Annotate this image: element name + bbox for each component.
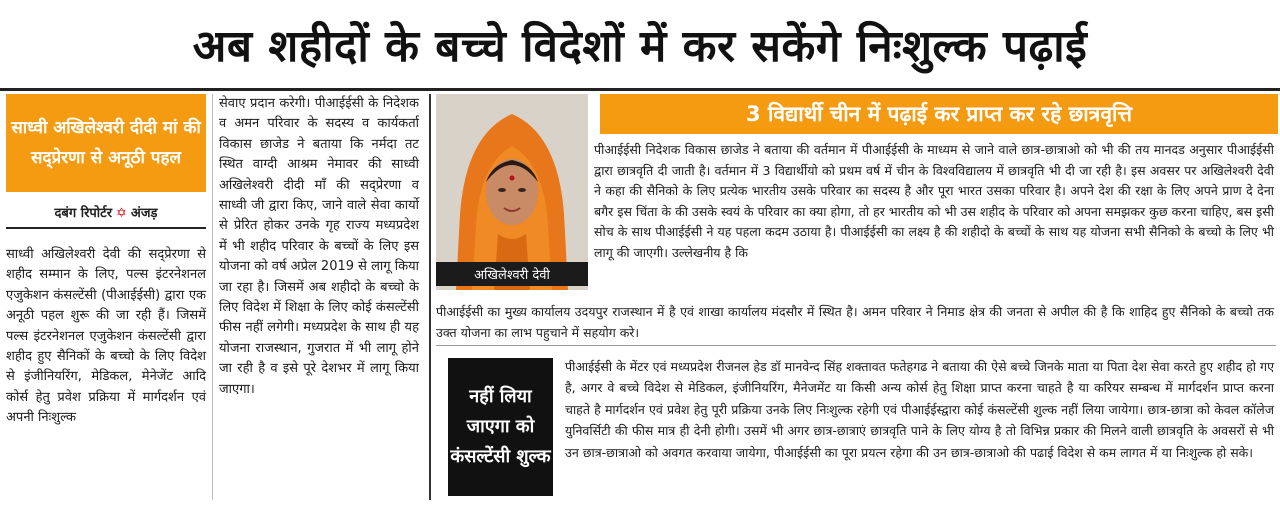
story-1-text: पीआईईसी निदेशक विकास छाजेड ने बताया की वर्तमान में पीआईईसी के माध्यम से जाने वाले छात्र-छात्राओ को भी की तय मानदड अनुसार पीआईईसी द्वारा छात्रवृति दी जाती है। वर्तमान में 3 विद्यार्थीयो को प्रथम वर्ष में चीन के विश्वविद्यालय में छात्रवृति भी दी जा रही है। इस अवसर पर अखिलेश्वरी देवी ने कहा की सैनिको के लिए प्रत्येक भारतीय उसके परिवार का सदस्य है और पूरा भारत उसका परिवार है। अपने देश की रक्षा के लिए अपने प्राण दे देना बगैर इस चिंता के की उसके स्वयं के परिवार का क्या होगा, तो हर भारतीय को भी उस शहीद के परिवार को अपना समझकर कुछ करना चाहिए, बस इसी सोच के साथ पीआईईसी ने यह पहला कदम उठाया है। पीआईईसी का लक्ष्य है की शहीदो के बच्चों के साथ यह योजना सभी सैनिको के बच्चो के लिए भी लागू की जाएगी। उल्लेखनीय है कि [594, 142, 1274, 260]
column-divider [212, 94, 213, 500]
story-2-text: पीआईईसी के मेंटर एवं मध्यप्रदेश रीजनल हेड डॉ मानवेन्द सिंह शक्तावत फतेहगढ ने बताया की ऐसे बच्चे जिनके माता या पिता देश सेवा करते हुए शहीद हो गए है, अगर वे बच्चे विदेश से मेडिकल, इंजीनियरिंग, मैनेजमेंट या किसी अन्य कोर्स हेतु शिक्षा प्राप्त करना चाहते है या करियर सम्बन्ध में मार्गदर्शन प्राप्त करना चाहते है मार्गदर्शन एवं प्रवेश हेतु पूरी प्रक्रिया उनके लिए निःशुल्क रहेगी एवं पीआईईस्द्वारा कोई कंसल्टेंसी शुल्क नहीं लिया जायेगा। छात्र-छात्रा को केवल कॉलेज युनिवर्सिटी की फीस मात्र ही देनी होगी। उसमें भी अगर छात्र-छात्राएं छात्रवृति पाने के लिए योग्य है तो विभिन्न प्रकार की मिलने वाली छात्रवृति के अवसरों से भी उन छात्र-छात्राओ को अवगत करवाया जायेगा, पीआईईसी का पूरा प्रयत्न रहेगा की उन छात्र-छात्राओ की पढाई विदेश से कम लागत में या निःशुल्क हो सके। [565, 359, 1274, 460]
portrait-photo [436, 94, 588, 290]
headline-rule [0, 88, 1280, 91]
byline [6, 203, 206, 229]
subheading-box [600, 94, 1278, 134]
byline-place: अंजड़ [130, 206, 158, 221]
story-1-text-continued: पीआईईसी का मुख्य कार्यालय उदयपुर राजस्थान में है एवं शाखा कार्यालय मंदसौर में स्थित है। अमन परिवार ने निमाड क्षेत्र की जनता से अपील की है कि शाहिद हुए सैनिको के बच्चो तक उक्त योजना का लाभ पहुचाने में सहयोग करे। [436, 304, 1274, 340]
kicker-text: साध्वी अखिलेश्वरी दीदी मां की सद्प्रेरणा से अनूठी पहल [11, 118, 201, 168]
column-1-text: साध्वी अखिलेश्वरी देवी की सद्प्रेरणा से शहीद सम्मान के लिए, पल्स इंटरनेशनल एजुकेशन कंसल्टेंसी (पीआईईसी) द्वारा एक अनूठी पहल शुरू की जा रही हैं। जिसमें पल्स इंटरनेशनल एजुकेशन कंसल्टेंसी द्वारा शहीद हुए सैनिकों के बच्चो के लिए विदेश से इंजीनियरिंग, मेडिकल, मेनेजेंट आदि कोर्स हेतु प्रवेश प्रक्रिया में मार्गदर्शन एवं अपनी निःशुल्क [6, 247, 206, 426]
portrait-image [436, 94, 588, 290]
story-divider [429, 94, 431, 500]
star-icon: ✡ [116, 206, 127, 221]
headline: अब शहीदों के बच्चे विदेशों में कर सकेंगे निःशुल्क पढ़ाई [192, 21, 1088, 72]
byline-reporter: दबंग रिपोर्टर [54, 206, 113, 221]
section-divider [436, 345, 1276, 346]
photo-caption: अखिलेश्वरी देवी [436, 262, 588, 286]
subheading-text: 3 विद्यार्थी चीन में पढ़ाई कर प्राप्त कर रहे छात्रवृत्ति [746, 102, 1132, 126]
column-2-text: सेवाए प्रदान करेगी। पीआईईसी के निदेशक व अमन परिवार के सदस्य व कार्यकर्ता विकास छाजेड ने बताया कि नर्मदा तट स्थित वाग्दी आश्रम नेमावर की साध्वी अखिलेश्वरी दीदी माँ की सद्प्रेरणा व साध्वी जी द्वारा किए, जाने वाले सेवा कार्यो से प्रेरित होकर उनके गृह राज्य मध्यप्रदेश में भी शहीद परिवार के बच्चों के लिए इस योजना को वर्ष अप्रेल 2019 से लागू किया जा रहा है। जिसमें अब शहीदो के बच्चो के लिए विदेश में शिक्षा के लिए कोई कंसल्टेंसी फीस नहीं लगेगी। मध्यप्रदेश के साथ ही यह योजना राजस्थान, गुजरात में भी लागू होने जा रही है व इसे पूरे देशभर में लागू किया जाएगा। [219, 96, 419, 397]
highlight-text: नहीं लिया जाएगा को कंसल्टेंसी शुल्क [450, 386, 551, 467]
highlight-box [448, 358, 553, 496]
kicker-box [6, 94, 206, 192]
